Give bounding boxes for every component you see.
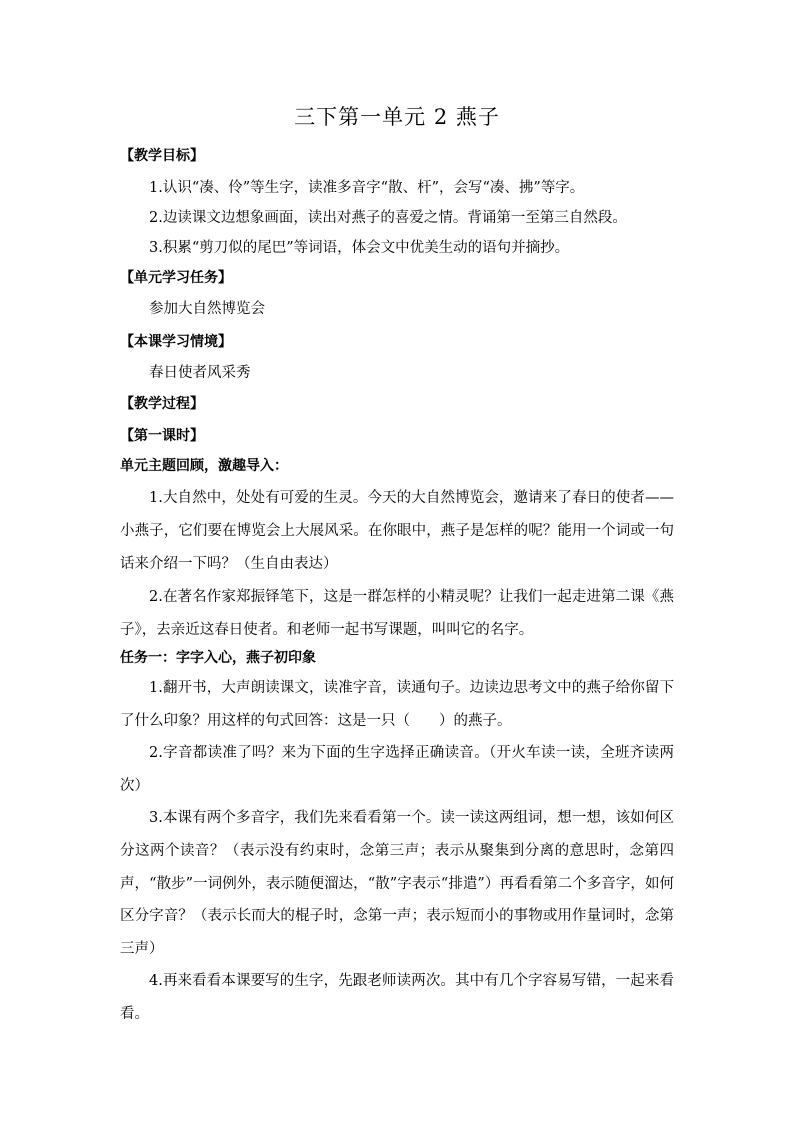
heading-process: 【教学过程】 bbox=[120, 396, 204, 412]
heading-objectives: 【教学目标】 bbox=[120, 148, 204, 164]
review-paragraph: 1.大自然中，处处有可爱的生灵。今天的大自然博览会，邀请来了春日的使者——小燕子，它们要在博览会上大展风采。在你眼中，燕子是怎样的呢？能用一个词或一句话来介绍一下吗？（生自由表达） bbox=[120, 490, 674, 572]
heading-unit-task: 【单元学习任务】 bbox=[120, 270, 232, 286]
task1-paragraph: 2.字音都读准了吗？来为下面的生字选择正确读音。（开火车读一读，全班齐读两次） bbox=[120, 745, 674, 794]
task1-paragraph: 3.本课有两个多音字，我们先来看看第一个。读一读这两组词，想一想，该如何区分这两个读音？（表示没有约束时，念第三声；表示从聚集到分离的意思时，念第四声，“散步”一词例外，表示随便溜达，“散”字表示“排遣”）再看看第二个多音字，如何区分字音？（表示长而大的棍子时，念第一声；表示短而小的事物或用作量词时，念第三声） bbox=[120, 810, 674, 958]
task1-paragraph: 4.再来看看本课要写的生字，先跟老师读两次。其中有几个字容易写错，一起来看看。 bbox=[120, 973, 674, 1022]
heading-review: 单元主题回顾，激趣导入： bbox=[120, 458, 288, 474]
objective-item: 1.认识“凑、伶”等生字，读准多音字“散、杆”，会写“凑、拂”等字。 bbox=[149, 180, 585, 196]
lesson-title: 三下第一单元 2 燕子 bbox=[294, 105, 500, 129]
objective-item: 2.边读课文边想象画面，读出对燕子的喜爱之情。背诵第一至第三自然段。 bbox=[149, 210, 627, 226]
objective-item: 3.积累“剪刀似的尾巴”等词语，体会文中优美生动的语句并摘抄。 bbox=[149, 240, 570, 256]
task1-paragraph: 1.翻开书，大声朗读课文，读准字音，读通句子。边读边思考文中的燕子给你留下了什么印象？用这样的句式回答：这是一只（ ）的燕子。 bbox=[120, 680, 674, 729]
heading-task-1: 任务一：字字入心，燕子初印象 bbox=[120, 650, 316, 666]
unit-task-text: 参加大自然博览会 bbox=[149, 301, 265, 317]
context-text: 春日使者风采秀 bbox=[149, 365, 251, 381]
heading-lesson-1: 【第一课时】 bbox=[120, 428, 204, 444]
heading-context: 【本课学习情境】 bbox=[120, 334, 232, 350]
review-paragraph: 2.在著名作家郑振铎笔下，这是一群怎样的小精灵呢？让我们一起走进第二课《燕子》，去亲近这春日使者。和老师一起书写课题，叫叫它的名字。 bbox=[120, 589, 674, 638]
